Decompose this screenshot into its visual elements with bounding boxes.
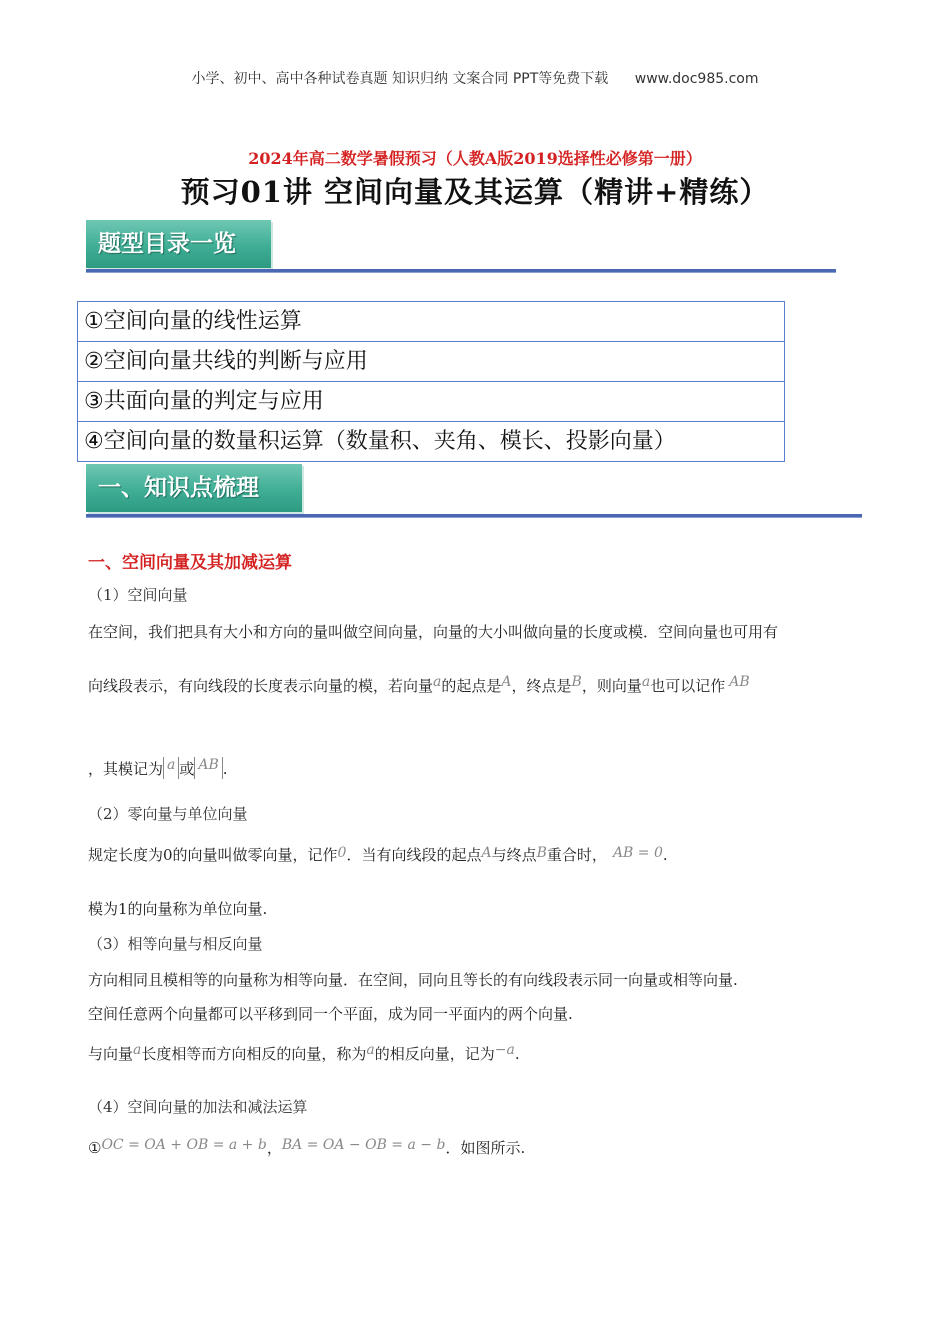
document-subtitle: 2024年高二数学暑假预习（人教A版2019选择性必修第一册）	[248, 149, 702, 168]
math-a: a	[641, 674, 651, 690]
subsection-title: （1）空间向量	[88, 586, 188, 604]
subsection-title: （4）空间向量的加法和减法运算	[88, 1098, 308, 1116]
header-tagline: 小学、初中、高中各种试卷真题 知识归纳 文案合同 PPT等免费下载	[191, 71, 609, 87]
math-AB-zero: AB = 0	[612, 845, 663, 861]
math-abs-a: a	[163, 757, 179, 779]
paragraph: 在空间，我们把具有大小和方向的量叫做空间向量，向量的大小叫做向量的长度或模．空间向量也可用有	[88, 623, 779, 641]
paragraph: 方向相同且模相等的向量称为相等向量．在空间，同向且等长的有向线段表示同一向量或相等向量.	[88, 971, 738, 989]
math-A: A	[501, 674, 512, 690]
paragraph: 规定长度为0的向量叫做零向量，记作0．当有向线段的起点A与终点B重合时， AB = 0.	[88, 845, 668, 864]
math-zero: 0	[337, 845, 347, 861]
section-heading: 一、空间向量及其加减运算	[88, 553, 292, 573]
site-header	[0, 68, 950, 88]
toc-item[interactable]: ②空间向量共线的判断与应用	[78, 342, 784, 382]
paragraph: 空间任意两个向量都可以平移到同一个平面，成为同一平面内的两个向量.	[88, 1005, 573, 1023]
paragraph: ，其模记为 a 或 AB .	[88, 757, 228, 778]
toc-item[interactable]: ③共面向量的判定与应用	[78, 382, 784, 422]
subsection-title: （3）相等向量与相反向量	[88, 935, 263, 953]
paragraph: 与向量a长度相等而方向相反的向量，称为a的相反向量，记为−a.	[88, 1042, 520, 1063]
paragraph: ①OC = OA + OB = a + b，BA = OA − OB = a − b．如图所示.	[88, 1137, 526, 1157]
toc-divider	[86, 269, 836, 273]
math-abs-AB: AB	[194, 757, 222, 779]
subsection-title: （2）零向量与单位向量	[88, 805, 248, 823]
toc-table	[77, 301, 785, 462]
math-OC-sum: OC = OA + OB = a + b	[101, 1137, 267, 1153]
math-B: B	[571, 674, 582, 690]
math-A: A	[481, 845, 492, 861]
paragraph: 模为1的向量称为单位向量.	[88, 900, 268, 918]
math-a: a	[433, 674, 442, 690]
toc-item[interactable]: ①空间向量的线性运算	[78, 302, 784, 342]
math-a: a	[366, 1042, 375, 1058]
math-BA-diff: BA = OA − OB = a − b	[281, 1137, 446, 1153]
paragraph: 向线段表示，有向线段的长度表示向量的模，若向量a的起点是A，终点是B，则向量a也可以记作 AB	[88, 674, 750, 695]
math-B: B	[536, 845, 547, 861]
toc-banner: 题型目录一览	[86, 220, 271, 268]
toc-item[interactable]: ④空间向量的数量积运算（数量积、夹角、模长、投影向量）	[78, 422, 784, 462]
math-a: a	[133, 1042, 142, 1058]
header-site-link[interactable]: www.doc985.com	[634, 71, 759, 87]
document-title: 预习01讲 空间向量及其运算（精讲+精练）	[180, 175, 770, 209]
knowledge-divider	[86, 514, 862, 518]
knowledge-banner: 一、知识点梳理	[86, 464, 302, 512]
math-neg-a: −a	[494, 1042, 515, 1058]
math-AB: AB	[729, 674, 750, 690]
